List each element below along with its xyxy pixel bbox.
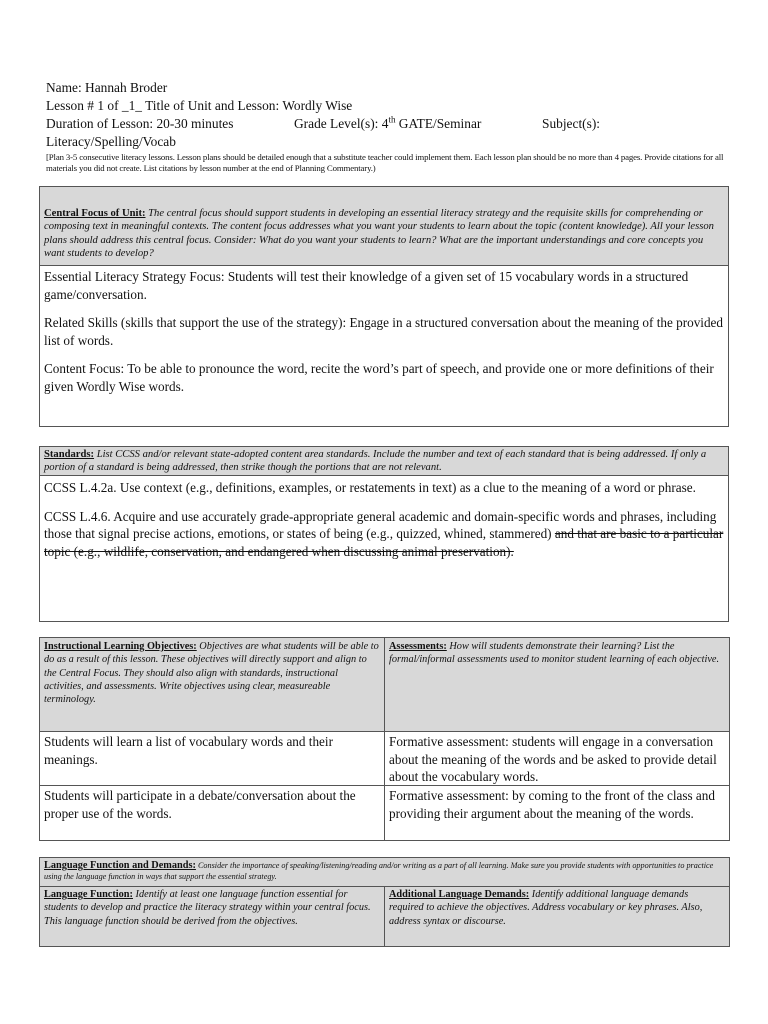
standards-prompt: List CCSS and/or relevant state-adopted content area standards. Include the number and text of each standard that is being addressed. If only a portion of a standard is being addressed, then strike though the portions that are not relevant. [44,449,707,474]
standards-header [39,446,729,476]
assessment-row-1: Formative assessment: students will engage in a conversation about the meaning of the words and be asked to provide detail about the vocabulary words. [384,731,730,786]
instructions-note: [Plan 3-5 consecutive literacy lessons. Lesson plans should be detailed enough that a substitute teacher could implement them. Each lesson plan should be no more than 4 pages. Provide citations for all materials you did not create. List citations by lesson number at the end of Planning Commentary.) [46,152,724,173]
central-focus-header [39,186,729,266]
language-function-cell: Language Function: Identify at least one language function essential for students to develop and practice the literacy strategy within your central focus. This language function should be derived from the objectives. [39,886,385,947]
standards-title: Standards: [44,449,95,460]
student-name: Name: Hannah Broder [46,80,168,95]
objective-row-1: Students will learn a list of vocabulary words and their meanings. [39,731,385,786]
standard-l42a: CCSS L.4.2a. Use context (e.g., definitions, examples, or restatements in text) as a clue to the meaning of a word or phrase. [44,480,696,495]
grade-level: Grade Level(s): 4th GATE/Seminar [294,114,482,131]
central-focus-prompt: The central focus should support students in developing an essential literacy strategy and the requisite skills for comprehending or composing text in meaningful contexts. The content focus addresses what you want your students to learn about the topic (content knowledge). All your lesson plans should address this central focus. Consider: What do you want your students to learn? What are the important understandings and core concepts you want students to develop? [44,208,714,260]
subject-value: Literacy/Spelling/Vocab [46,134,176,149]
content-focus: Content Focus: To be able to pronounce the word, recite the word’s part of speech, and provide one or more definitions of their given Wordly Wise words. [44,361,714,394]
subject-label: Subject(s): [542,116,601,131]
related-skills: Related Skills (skills that support the use of the strategy): Engage in a structured conversation about the meaning of the provided list of words. [44,315,723,348]
language-header: Language Function and Demands: Consider the importance of speaking/listening/reading and/or writing as a part of all learning. Make sure you provide students with opportunities to practice using the language function in ways that support the essential strategy. [39,857,730,887]
objective-row-2: Students will participate in a debate/conversation about the proper use of the words. [39,785,385,841]
assessment-row-2: Formative assessment: by coming to the front of the class and providing their argument about the meaning of the words. [384,785,730,841]
duration: Duration of Lesson: 20-30 minutes [46,116,234,131]
lesson-info-row [46,116,736,132]
central-focus-title: Central Focus of Unit: [44,208,146,219]
standard-l46: CCSS L.4.6. Acquire and use accurately grade-appropriate general academic and domain-specific words and phrases, including those that signal precise actions, emotions, or states of being (e.g., quizzed, whined, stammered) and that are basic to a particular topic (e.g., wildlife, conservation, and endangered when discussing animal preservation). [44,508,724,559]
assessments-header: Assessments: How will students demonstrate their learning? List the formal/informal assessments used to monitor student learning of each objective. [384,637,730,732]
struck-portion: and that are basic to a particular topic (e.g., wildlife, conservation, and endangered when discussing animal preservation). [44,526,724,559]
standards-body [39,475,729,622]
lesson-title: Lesson # 1 of _1_ Title of Unit and Lesson: Wordly Wise [46,98,353,113]
language-demands-cell: Additional Language Demands: Identify additional language demands required to achieve the objectives. Address vocabulary or key phrases. Also, address syntax or discourse. [384,886,730,947]
objectives-header: Instructional Learning Objectives: Objectives are what students will be able to do as a result of this lesson. These objectives will directly support and align to the Central Focus. They should also align with standards, instructional activities, and assessments. Write objectives using clear, measureable terminology. [39,637,385,732]
literacy-strategy: Essential Literacy Strategy Focus: Students will test their knowledge of a given set of 15 vocabulary words in a structured game/conversation. [44,269,689,302]
central-focus-body [39,265,729,427]
